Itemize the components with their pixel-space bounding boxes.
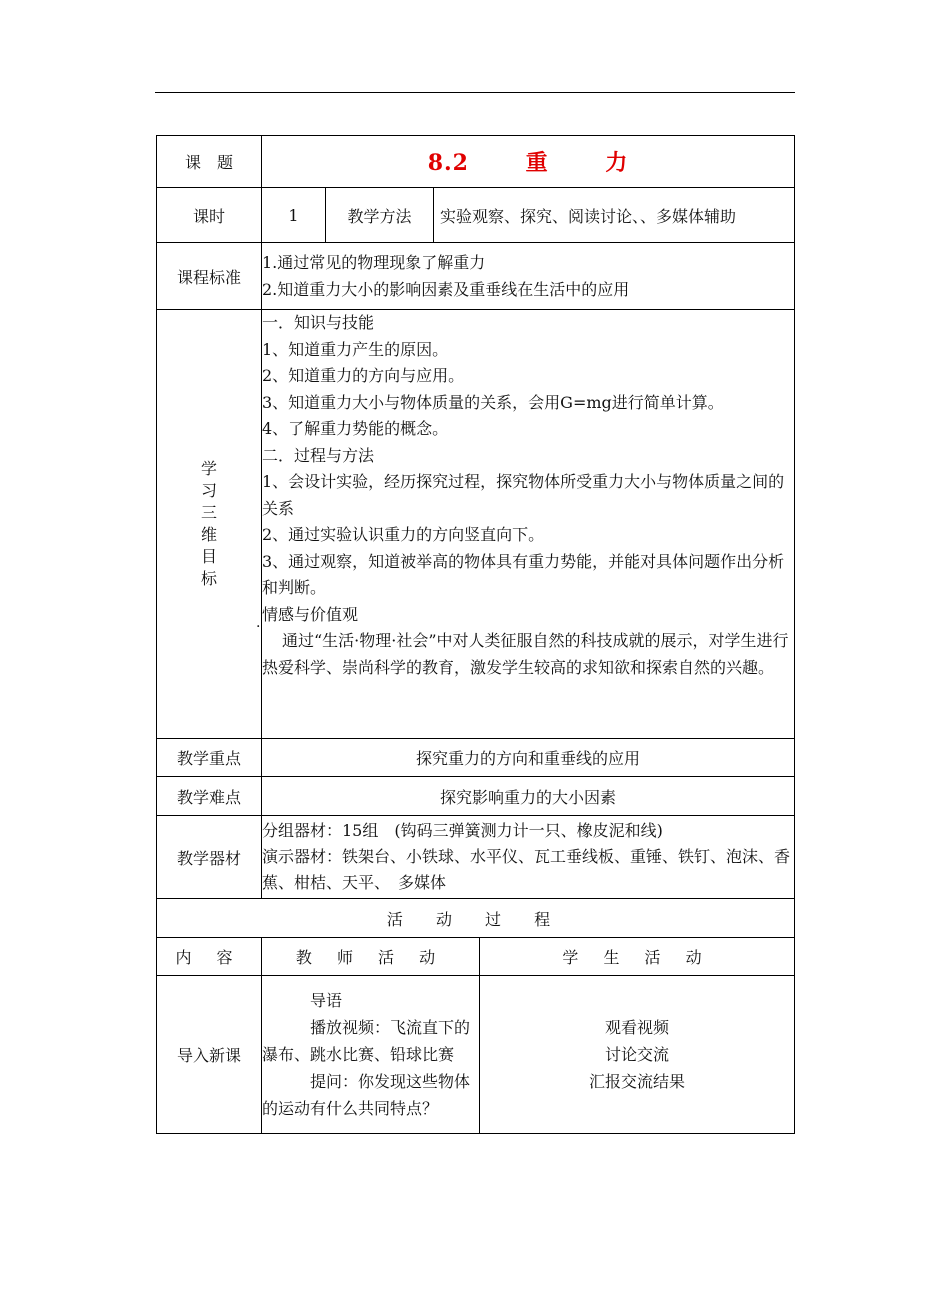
lesson-plan-table [156, 135, 795, 1134]
teacher-line: 导语 [310, 991, 343, 1010]
row-column-headers [157, 938, 795, 976]
equipment-content [262, 816, 795, 899]
difficult-point-label: 教学难点 [157, 777, 262, 816]
student-line: 观看视频 [605, 1018, 670, 1037]
teacher-header: 教 师 活 动 [262, 938, 480, 976]
title-char-2: 力 [605, 150, 629, 176]
goal-line: 3、通过观察，知道被举高的物体具有重力势能，并能对具体问题作出分析和判断。 [262, 551, 785, 597]
goal-line: 情感与价值观 [262, 604, 359, 624]
goal-line: 2、通过实验认识重力的方向竖直向下。 [262, 525, 545, 544]
key-point-label: 教学重点 [157, 739, 262, 777]
key-point-value: 探究重力的方向和重垂线的应用 [262, 739, 795, 777]
period-label: 课时 [157, 188, 262, 243]
teacher-line: 提问：你发现这些物体的运动有什么共同特点？ [262, 1072, 471, 1118]
intro-teacher-activity [262, 976, 480, 1134]
header-rule [155, 92, 795, 93]
intro-label: 导入新课 [157, 976, 262, 1134]
row-period [157, 188, 795, 243]
standard-label: 课程标准 [157, 243, 262, 310]
row-standard [157, 243, 795, 310]
standard-line: 2.知道重力大小的影响因素及重垂线在生活中的应用 [262, 280, 630, 299]
goal-line: 4、了解重力势能的概念。 [262, 419, 449, 438]
method-value: 实验观察、探究、阅读讨论、、多媒体辅助 [434, 188, 795, 243]
goal-line: 通过“生活·物理·社会”中对人类征服自然的科技成就的展示，对学生进行热爱科学、崇尚科学的教育，激发学生较高的求知欲和探索自然的兴趣。 [262, 631, 789, 677]
row-equipment [157, 816, 795, 899]
content-header: 内 容 [157, 938, 262, 976]
title-char-1: 重 [525, 150, 549, 176]
intro-student-activity [480, 976, 795, 1134]
row-goals [157, 310, 795, 739]
goal-line: 一．知识与技能 [262, 313, 375, 332]
goals-label: 学 习 三 维 目 标 [157, 310, 262, 739]
student-line: 汇报交流结果 [589, 1072, 686, 1091]
method-label: 教学方法 [326, 188, 434, 243]
row-key-point [157, 739, 795, 777]
goals-content [256, 310, 795, 739]
standard-line: 1.通过常见的物理现象了解重力 [262, 253, 486, 272]
row-topic [157, 136, 795, 188]
goal-line: 1、会设计实验，经历探究过程，探究物体所受重力大小与物体质量之间的关系 [262, 472, 785, 518]
equipment-demo: 演示器材：铁架台、小铁球、水平仪、瓦工垂线板、重锤、铁钉、泡沫、香蕉、柑桔、天平、 多媒体 [262, 847, 791, 892]
equipment-group: 分组器材：15组 (钩码三弹簧测力计一只、橡皮泥和线) [262, 821, 663, 840]
goal-line: 2、知道重力的方向与应用。 [262, 366, 465, 385]
goal-line: 3、知道重力大小与物体质量的关系，会用G=mg进行简单计算。 [262, 392, 724, 412]
period-value: 1 [262, 188, 326, 243]
activity-heading: 活 动 过 程 [157, 899, 795, 938]
student-line: 讨论交流 [605, 1045, 670, 1064]
lesson-number: 8.2 [427, 150, 469, 176]
topic-label: 课 题 [157, 136, 262, 188]
lesson-title [262, 136, 795, 188]
goal-line: 1、知道重力产生的原因。 [262, 339, 449, 359]
goal-line: 二．过程与方法 [262, 445, 375, 465]
equipment-label: 教学器材 [157, 816, 262, 899]
stray-dot: . [256, 615, 261, 631]
row-activity-heading [157, 899, 795, 938]
standard-content [262, 243, 795, 310]
student-header: 学 生 活 动 [480, 938, 795, 976]
row-intro [157, 976, 795, 1134]
row-difficult-point [157, 777, 795, 816]
teacher-line: 播放视频：飞流直下的瀑布、跳水比赛、铅球比赛 [262, 1018, 471, 1064]
difficult-point-value: 探究影响重力的大小因素 [262, 777, 795, 816]
